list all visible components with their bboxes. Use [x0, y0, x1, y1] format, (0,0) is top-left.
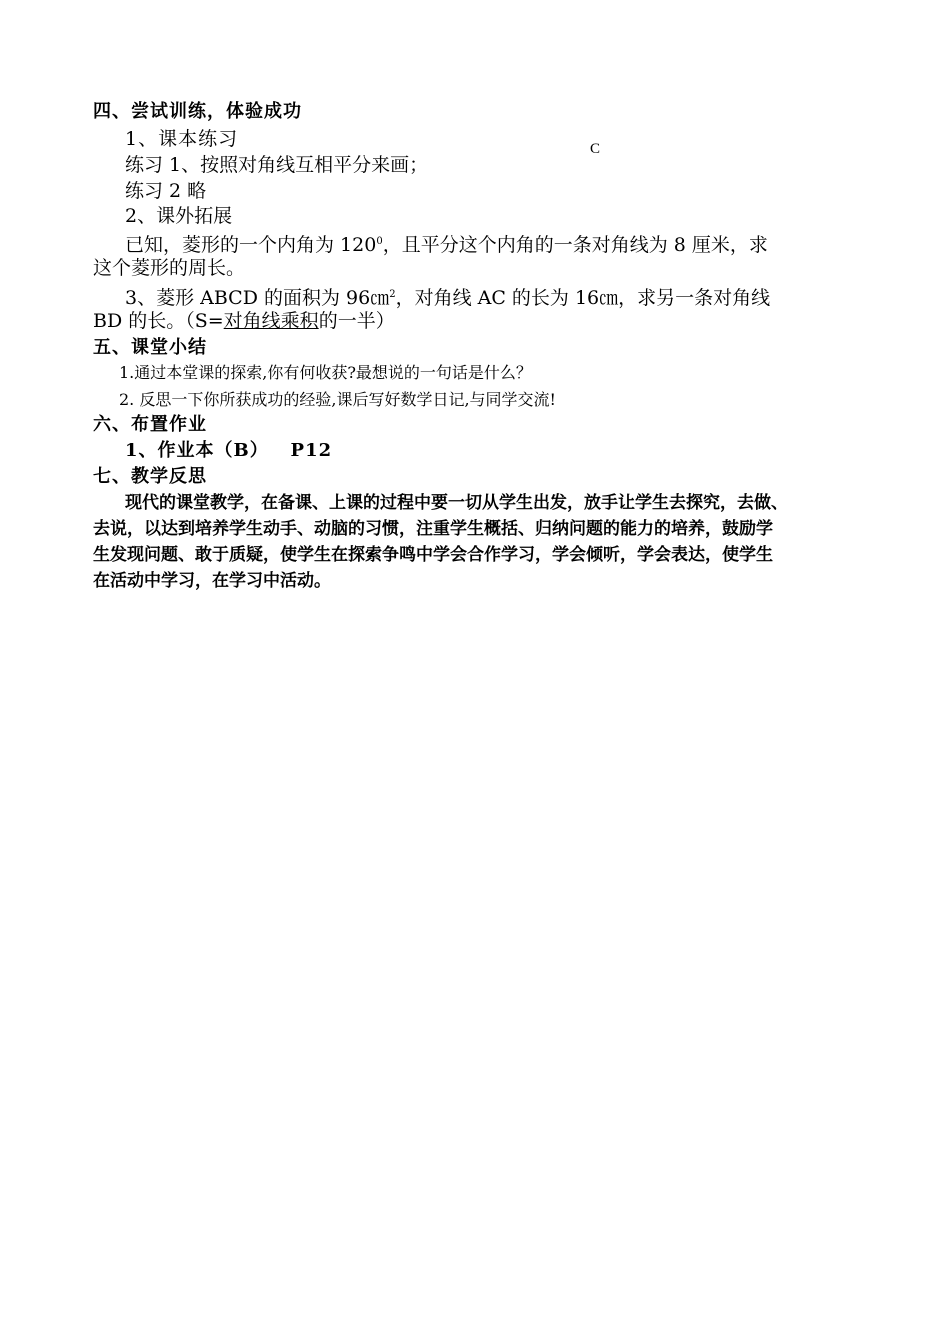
problem-2-text-b: ，对角线 AC 的长为 16㎝，求另一条对角线 [395, 287, 771, 309]
exercise-1: 练习 1、按照对角线互相平分来画； [125, 154, 429, 176]
stray-label-c: C [590, 141, 601, 157]
section-5-heading: 五、课堂小结 [93, 337, 207, 358]
section-7-heading: 七、教学反思 [93, 466, 207, 487]
problem-2-text-c: BD 的长。（S= [93, 310, 224, 332]
problem-2-text-a: 3、菱形 ABCD 的面积为 96㎝ [125, 287, 390, 309]
section-6-heading: 六、布置作业 [93, 414, 207, 435]
reflection-line-2: 去说，以达到培养学生动手、动脑的习惯，注重学生概括、归纳问题的能力的培养，鼓励学 [93, 519, 773, 539]
section-4-sub-1: 1、课本练习 [125, 128, 239, 150]
reflection-line-3: 生发现问题、敢于质疑，使学生在探索争鸣中学会合作学习，学会倾听，学会表达，使学生 [93, 545, 773, 565]
underlined-formula: 对角线乘积 [223, 310, 319, 332]
problem-1-text-a: 已知，菱形的一个内角为 120 [125, 234, 377, 256]
summary-item-2: 2. 反思一下你所获成功的经验,课后写好数学日记,与同学交流! [119, 390, 556, 409]
reflection-line-1: 现代的课堂教学，在备课、上课的过程中要一切从学生出发，放手让学生去探究，去做、 [125, 493, 788, 513]
homework-item-1: 1、作业本（B） P12 [125, 440, 333, 461]
squared-superscript: 2 [389, 289, 396, 300]
degree-superscript: 0 [376, 236, 383, 247]
reflection-line-4: 在活动中学习，在学习中活动。 [93, 571, 331, 591]
problem-2-line-2 [93, 309, 395, 333]
problem-2-text-d: 的一半） [318, 310, 395, 332]
problem-2-line-1 [125, 283, 770, 310]
problem-1-line-1 [125, 230, 768, 257]
exercise-2: 练习 2 略 [125, 180, 207, 202]
section-4-heading: 四、尝试训练，体验成功 [93, 101, 302, 122]
section-4-sub-2: 2、课外拓展 [125, 205, 233, 227]
problem-1-line-2: 这个菱形的周长。 [93, 257, 246, 279]
summary-item-1: 1.通过本堂课的探索,你有何收获?最想说的一句话是什么？ [119, 363, 532, 382]
problem-1-text-b: ，且平分这个内角的一条对角线为 8 厘米，求 [382, 234, 768, 256]
